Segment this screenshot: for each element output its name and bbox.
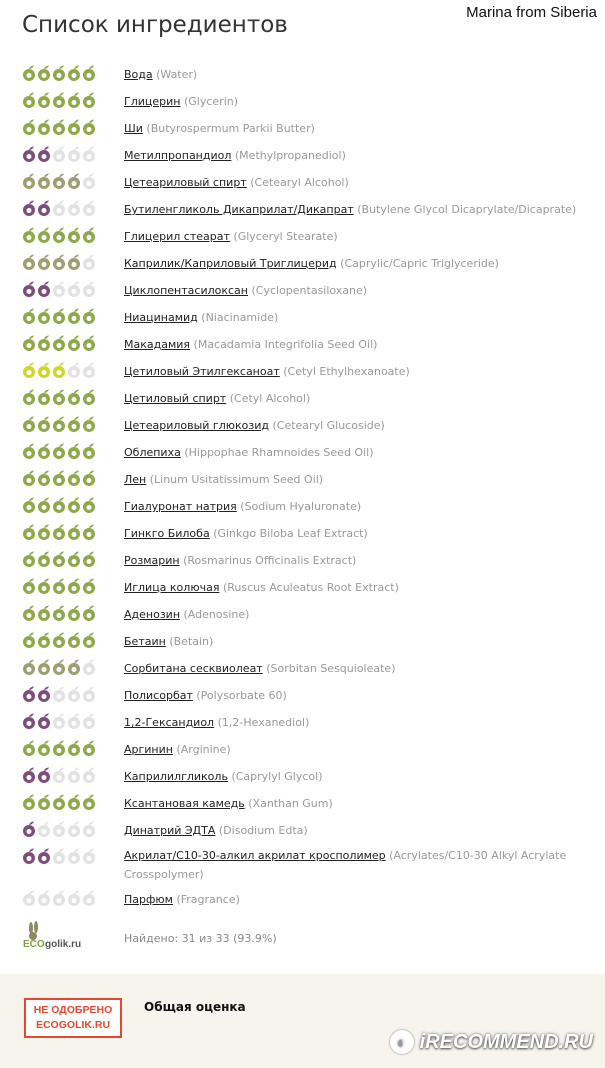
drop-icon <box>22 200 36 216</box>
drop-icon <box>67 821 81 837</box>
drop-icon <box>52 362 66 378</box>
drop-icon <box>22 92 36 108</box>
drop-icon <box>67 335 81 351</box>
drop-icon <box>82 281 96 297</box>
ingredient-latin: (Linum Usitatissimum Seed Oil) <box>149 473 324 486</box>
drop-icon <box>67 497 81 513</box>
drop-icon <box>37 524 51 540</box>
ingredient-row <box>0 437 605 464</box>
drop-icon <box>37 890 51 906</box>
ingredient-row <box>0 599 605 626</box>
drop-icon <box>22 551 36 567</box>
drop-icon <box>37 821 51 837</box>
drop-icon <box>22 308 36 324</box>
drop-icon <box>82 497 96 513</box>
ecogolik-logo[interactable] <box>22 920 102 952</box>
drop-icon <box>22 146 36 162</box>
ingredient-latin: (Cetyl Alcohol) <box>229 392 311 405</box>
ingredient-name-link[interactable]: Вода <box>124 68 153 81</box>
drop-icon <box>67 767 81 783</box>
ingredient-latin: (1,2-Hexanediol) <box>217 716 310 729</box>
drop-icon <box>82 416 96 432</box>
ingredient-latin: (Cetyl Ethylhexanoate) <box>283 365 410 378</box>
drop-icon <box>37 416 51 432</box>
drop-icon <box>52 794 66 810</box>
ingredient-row <box>0 113 605 140</box>
drop-icon <box>22 740 36 756</box>
drop-icon <box>82 767 96 783</box>
drop-icon <box>67 659 81 675</box>
drop-icon <box>22 890 36 906</box>
drop-icon <box>67 551 81 567</box>
drop-icon <box>52 659 66 675</box>
found-count: Найдено: 31 из 33 (93.9%) <box>124 932 277 945</box>
rating-drops <box>22 890 100 906</box>
rating-drops <box>22 308 100 324</box>
drop-icon <box>67 65 81 81</box>
drop-icon <box>22 794 36 810</box>
rating-drops <box>22 605 100 621</box>
overall-label: Общая оценка <box>144 1000 246 1014</box>
drop-icon <box>52 416 66 432</box>
rating-drops <box>22 767 100 783</box>
drop-icon <box>82 470 96 486</box>
irecommend-logo-icon: ◐ <box>390 1030 414 1054</box>
ingredient-name-link[interactable]: Каприлик/Каприловый Триглицерид <box>124 257 337 270</box>
ingredient-row <box>0 707 605 734</box>
drop-icon <box>37 686 51 702</box>
ingredient-latin: (Cyclopentasiloxane) <box>251 284 368 297</box>
drop-icon <box>82 848 96 864</box>
drop-icon <box>67 173 81 189</box>
drop-icon <box>52 254 66 270</box>
ingredient-name-link[interactable]: Глицерин <box>124 95 181 108</box>
drop-icon <box>37 92 51 108</box>
drop-icon <box>82 173 96 189</box>
drop-icon <box>52 146 66 162</box>
drop-icon <box>22 578 36 594</box>
drop-icon <box>67 470 81 486</box>
ingredient-name-link[interactable]: Гиалуронат натрия <box>124 500 237 513</box>
drop-icon <box>37 362 51 378</box>
ingredient-row <box>0 86 605 113</box>
drop-icon <box>82 578 96 594</box>
rating-drops <box>22 254 100 270</box>
drop-icon <box>22 470 36 486</box>
ingredient-row <box>0 383 605 410</box>
ingredient-latin: (Niacinamide) <box>201 311 279 324</box>
drop-icon <box>82 443 96 459</box>
ingredient-name-link[interactable]: Ниацинамид <box>124 311 198 324</box>
ingredient-row <box>0 167 605 194</box>
drop-icon <box>52 632 66 648</box>
rating-drops <box>22 659 100 675</box>
ingredient-name-link[interactable]: Акрилат/С10-30-алкил акрилат кросполимер <box>124 849 386 862</box>
ingredient-name-link[interactable]: Динатрий ЭДТА <box>124 824 216 837</box>
drop-icon <box>52 686 66 702</box>
ingredient-name-link[interactable]: Бетаин <box>124 635 166 648</box>
ingredient-name-link[interactable]: Макадамия <box>124 338 191 351</box>
drop-icon <box>67 200 81 216</box>
drop-icon <box>37 254 51 270</box>
drop-icon <box>37 173 51 189</box>
drop-icon <box>37 227 51 243</box>
drop-icon <box>82 713 96 729</box>
ingredient-name-link[interactable]: Глицерил стеарат <box>124 230 230 243</box>
rating-drops <box>22 470 100 486</box>
ingredient-latin: (Butylene Glycol Dicaprylate/Dicaprate) <box>357 203 577 216</box>
ingredient-latin: (Polysorbate 60) <box>196 689 287 702</box>
drop-icon <box>52 605 66 621</box>
svg-text:golik.ru: golik.ru <box>45 939 82 950</box>
ingredient-row <box>0 626 605 653</box>
rating-drops <box>22 497 100 513</box>
not-approved-stamp <box>24 998 122 1038</box>
rating-drops <box>22 686 100 702</box>
rating-drops <box>22 443 100 459</box>
drop-icon <box>37 389 51 405</box>
ingredient-name-link[interactable]: Бутиленгликоль Дикаприлат/Дикапрат <box>124 203 354 216</box>
drop-icon <box>37 65 51 81</box>
rating-drops <box>22 578 100 594</box>
drop-icon <box>22 659 36 675</box>
ingredient-latin: (Xanthan Gum) <box>248 797 333 810</box>
svg-text:ECO: ECO <box>23 939 45 950</box>
drop-icon <box>82 551 96 567</box>
ingredient-name-link[interactable]: Метилпропандиол <box>124 149 232 162</box>
ingredient-latin: (Sorbitan Sesquioleate) <box>266 662 396 675</box>
ingredient-name-link[interactable]: Цетиловый Этилгексаноат <box>124 365 280 378</box>
drop-icon <box>52 92 66 108</box>
ingredient-row <box>0 815 605 842</box>
drop-icon <box>22 443 36 459</box>
drop-icon <box>37 578 51 594</box>
rating-drops <box>22 335 100 351</box>
ingredient-latin: (Caprylic/Capric Triglyceride) <box>340 257 499 270</box>
ingredient-name-link[interactable]: Сорбитана сесквиолеат <box>124 662 263 675</box>
ingredient-name-link[interactable]: Парфюм <box>124 893 173 906</box>
drop-icon <box>22 497 36 513</box>
stamp-line2: ECOGOLIK.RU <box>35 1019 111 1031</box>
ingredient-row <box>0 734 605 761</box>
drop-icon <box>82 605 96 621</box>
drop-icon <box>37 740 51 756</box>
ingredient-name-link[interactable]: Каприлилгликоль <box>124 770 228 783</box>
ingredient-name-link[interactable]: Ксантановая камедь <box>124 797 245 810</box>
ingredient-row <box>0 653 605 680</box>
drop-icon <box>82 632 96 648</box>
ingredient-name-link[interactable]: Гинкго Билоба <box>124 527 210 540</box>
ingredient-name-link[interactable]: Облепиха <box>124 446 181 459</box>
drop-icon <box>22 605 36 621</box>
ingredient-row <box>0 518 605 545</box>
ingredient-latin: (Fragrance) <box>176 893 240 906</box>
drop-icon <box>22 713 36 729</box>
ingredient-row <box>0 140 605 167</box>
ingredient-latin: (Butyrospermum Parkii Butter) <box>146 122 315 135</box>
watermark-top: Marina from Siberia <box>466 4 597 21</box>
drop-icon <box>22 389 36 405</box>
ingredient-name-link[interactable]: Аргинин <box>124 743 173 756</box>
drop-icon <box>22 362 36 378</box>
drop-icon <box>37 848 51 864</box>
rabbit-icon <box>29 921 38 940</box>
ingredient-name-link[interactable]: Цетеариловый глюкозид <box>124 419 269 432</box>
drop-icon <box>67 254 81 270</box>
drop-icon <box>22 767 36 783</box>
drop-icon <box>82 821 96 837</box>
drop-icon <box>82 890 96 906</box>
drop-icon <box>37 632 51 648</box>
drop-icon <box>37 767 51 783</box>
rating-drops <box>22 173 100 189</box>
ingredient-row <box>0 842 605 884</box>
ingredient-latin: (Hippophae Rhamnoides Seed Oil) <box>184 446 374 459</box>
drop-icon <box>82 659 96 675</box>
drop-icon <box>67 524 81 540</box>
rating-drops <box>22 146 100 162</box>
drop-icon <box>22 119 36 135</box>
ingredient-name-link[interactable]: Иглица колючая <box>124 581 220 594</box>
rating-drops <box>22 281 100 297</box>
drop-icon <box>22 632 36 648</box>
drop-icon <box>22 335 36 351</box>
rating-drops <box>22 524 100 540</box>
drop-icon <box>67 119 81 135</box>
drop-icon <box>67 389 81 405</box>
ingredient-row <box>0 329 605 356</box>
stamp-line1: НЕ ОДОБРЕНО <box>33 1004 113 1016</box>
drop-icon <box>67 281 81 297</box>
ingredient-row <box>0 464 605 491</box>
drop-icon <box>67 740 81 756</box>
drop-icon <box>52 281 66 297</box>
rating-drops <box>22 92 100 108</box>
drop-icon <box>82 362 96 378</box>
ingredient-latin: (Water) <box>156 68 198 81</box>
ingredient-latin: (Cetearyl Alcohol) <box>250 176 349 189</box>
drop-icon <box>82 254 96 270</box>
drop-icon <box>22 173 36 189</box>
ingredient-row <box>0 545 605 572</box>
ingredient-name-link[interactable]: Аденозин <box>124 608 181 621</box>
drop-icon <box>82 119 96 135</box>
drop-icon <box>37 605 51 621</box>
overall-panel <box>0 974 605 1068</box>
drop-icon <box>82 740 96 756</box>
drop-icon <box>52 119 66 135</box>
drop-icon <box>37 794 51 810</box>
drop-icon <box>52 389 66 405</box>
drop-icon <box>22 65 36 81</box>
drop-icon <box>37 470 51 486</box>
drop-icon <box>67 92 81 108</box>
ingredient-latin: (Methylpropanediol) <box>234 149 346 162</box>
ingredient-row <box>0 248 605 275</box>
drop-icon <box>52 821 66 837</box>
drop-icon <box>22 416 36 432</box>
ingredient-latin: (Rosmarinus Officinalis Extract) <box>183 554 357 567</box>
rating-drops <box>22 65 100 81</box>
ingredient-row <box>0 572 605 599</box>
ingredient-latin: (Sodium Hyaluronate) <box>240 500 362 513</box>
drop-icon <box>82 308 96 324</box>
drop-icon <box>52 227 66 243</box>
drop-icon <box>22 227 36 243</box>
drop-icon <box>67 443 81 459</box>
rating-drops <box>22 200 100 216</box>
drop-icon <box>67 362 81 378</box>
drop-icon <box>22 281 36 297</box>
drop-icon <box>52 173 66 189</box>
ingredient-latin: (Glycerin) <box>183 95 239 108</box>
drop-icon <box>82 524 96 540</box>
drop-icon <box>67 146 81 162</box>
ingredient-row <box>0 884 605 911</box>
drop-icon <box>52 443 66 459</box>
drop-icon <box>52 551 66 567</box>
rating-drops <box>22 740 100 756</box>
rating-drops <box>22 848 100 864</box>
ingredient-latin: (Cetearyl Glucoside) <box>272 419 385 432</box>
ingredient-name-link[interactable]: Циклопентасилоксан <box>124 284 248 297</box>
irecommend-watermark-text: iRECOMMEND.RU <box>419 1030 593 1053</box>
drop-icon <box>22 254 36 270</box>
drop-icon <box>37 551 51 567</box>
ingredient-latin: (Macadamia Integrifolia Seed Oil) <box>193 338 378 351</box>
page-title: Список ингредиентов <box>22 12 288 38</box>
ingredient-name-link[interactable]: Розмарин <box>124 554 180 567</box>
ingredient-row <box>0 275 605 302</box>
rating-drops <box>22 713 100 729</box>
rating-drops <box>22 227 100 243</box>
drop-icon <box>37 119 51 135</box>
ingredient-name-link[interactable]: Цетеариловый спирт <box>124 176 247 189</box>
drop-icon <box>67 605 81 621</box>
ingredient-latin: (Acrylates/C10-30 Alkyl Acrylate Crosspolymer) <box>124 849 567 881</box>
drop-icon <box>82 92 96 108</box>
drop-icon <box>67 308 81 324</box>
drop-icon <box>67 686 81 702</box>
drop-icon <box>22 848 36 864</box>
drop-icon <box>67 713 81 729</box>
drop-icon <box>37 335 51 351</box>
drop-icon <box>37 146 51 162</box>
rating-drops <box>22 389 100 405</box>
drop-icon <box>67 416 81 432</box>
drop-icon <box>67 848 81 864</box>
drop-icon <box>52 713 66 729</box>
ingredient-latin: (Glyceryl Stearate) <box>233 230 338 243</box>
drop-icon <box>52 578 66 594</box>
drop-icon <box>82 200 96 216</box>
ingredient-row <box>0 59 605 86</box>
ingredient-row <box>0 491 605 518</box>
drop-icon <box>67 227 81 243</box>
ingredient-latin: (Arginine) <box>176 743 231 756</box>
drop-icon <box>52 200 66 216</box>
ingredient-name-link[interactable]: Лен <box>124 473 147 486</box>
ingredient-latin: (Ruscus Aculeatus Root Extract) <box>222 581 399 594</box>
drop-icon <box>82 389 96 405</box>
ingredient-row <box>0 761 605 788</box>
ingredient-name-link[interactable]: Цетиловый спирт <box>124 392 227 405</box>
drop-icon <box>82 65 96 81</box>
drop-icon <box>52 308 66 324</box>
ingredient-row <box>0 410 605 437</box>
drop-icon <box>52 767 66 783</box>
drop-icon <box>52 65 66 81</box>
ingredient-list <box>0 59 605 911</box>
irecommend-watermark <box>390 1024 593 1060</box>
drop-icon <box>52 524 66 540</box>
drop-icon <box>37 281 51 297</box>
rating-drops <box>22 632 100 648</box>
ingredient-name-link[interactable]: 1,2-Гександиол <box>124 716 215 729</box>
ingredient-latin: (Adenosine) <box>183 608 250 621</box>
drop-icon <box>52 848 66 864</box>
drop-icon <box>67 578 81 594</box>
ingredient-row <box>0 194 605 221</box>
drop-icon <box>37 497 51 513</box>
drop-icon <box>22 524 36 540</box>
drop-icon <box>52 335 66 351</box>
drop-icon <box>37 200 51 216</box>
drop-icon <box>52 890 66 906</box>
drop-icon <box>82 335 96 351</box>
drop-icon <box>67 632 81 648</box>
drop-icon <box>82 686 96 702</box>
drop-icon <box>82 146 96 162</box>
drop-icon <box>52 497 66 513</box>
ingredient-row <box>0 356 605 383</box>
drop-icon <box>52 740 66 756</box>
rating-drops <box>22 119 100 135</box>
drop-icon <box>67 890 81 906</box>
drop-icon <box>37 443 51 459</box>
drop-icon <box>82 794 96 810</box>
ingredient-name-link[interactable]: Ши <box>124 122 143 135</box>
ingredient-row <box>0 788 605 815</box>
ingredient-latin: (Disodium Edta) <box>218 824 308 837</box>
rating-drops <box>22 821 100 837</box>
drop-icon <box>37 308 51 324</box>
ingredient-latin: (Caprylyl Glycol) <box>231 770 323 783</box>
drop-icon <box>22 821 36 837</box>
drop-icon <box>67 794 81 810</box>
ingredient-row <box>0 680 605 707</box>
ingredient-name-link[interactable]: Полисорбат <box>124 689 193 702</box>
ingredient-row <box>0 302 605 329</box>
rating-drops <box>22 362 100 378</box>
drop-icon <box>52 470 66 486</box>
ingredient-latin: (Betain) <box>169 635 214 648</box>
drop-icon <box>82 227 96 243</box>
rating-drops <box>22 416 100 432</box>
drop-icon <box>37 659 51 675</box>
ingredient-row <box>0 221 605 248</box>
ingredient-latin: (Ginkgo Biloba Leaf Extract) <box>213 527 368 540</box>
drop-icon <box>22 686 36 702</box>
drop-icon <box>37 713 51 729</box>
rating-drops <box>22 551 100 567</box>
rating-drops <box>22 794 100 810</box>
